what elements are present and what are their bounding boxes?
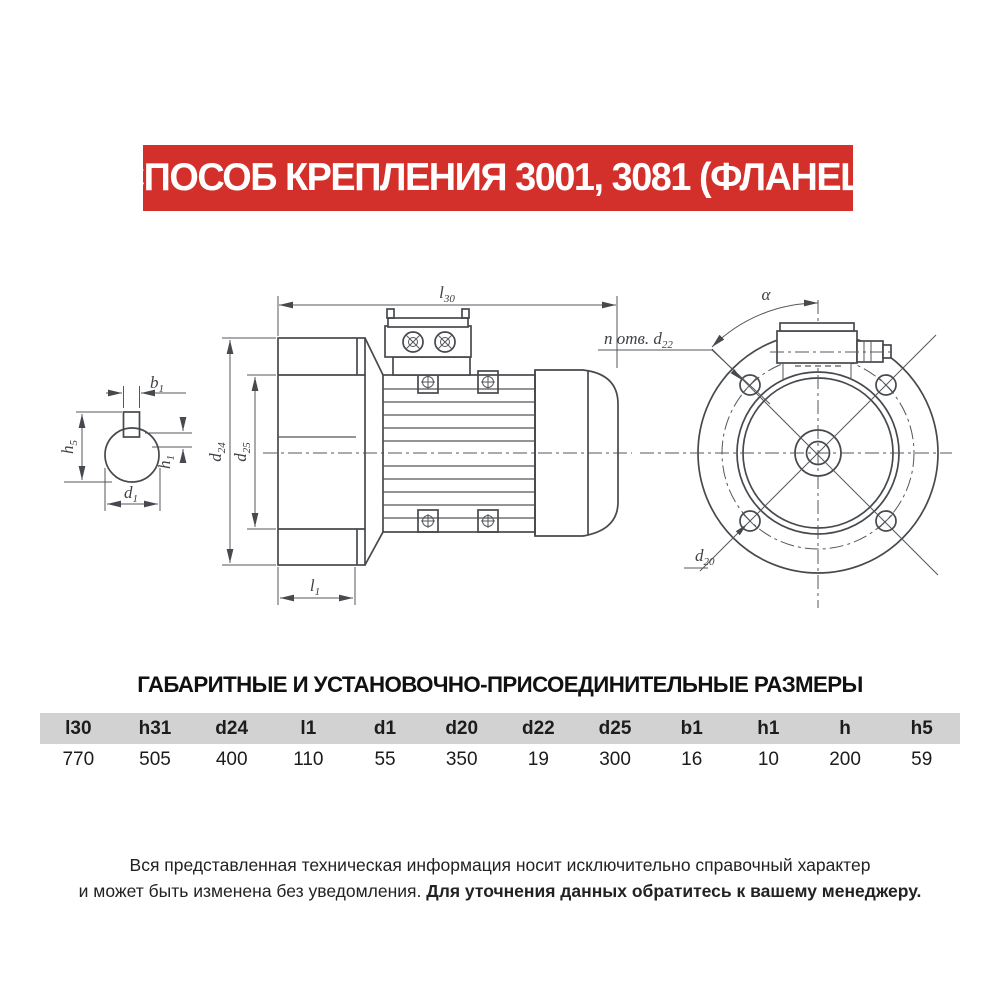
technical-drawing: [0, 260, 1000, 640]
table-value-cell: 59: [911, 748, 933, 770]
terminal-box-front: [770, 323, 894, 380]
table-value-cell: 770: [62, 748, 95, 770]
table-header-cell: d24: [215, 717, 249, 739]
shaft-section: [105, 428, 159, 482]
dim-label-d1: $d_1$: [124, 483, 138, 505]
disclaimer-line2: и может быть изменена без уведомления.: [78, 881, 427, 901]
table-header-cell: h: [839, 717, 851, 739]
disclaimer-line2-bold: Для уточнения данных обратитесь к вашему менеджеру.: [426, 881, 922, 901]
table-value-cell: 350: [445, 748, 478, 770]
disclaimer-line1: Вся представленная техническая информация носит исключительно справочный характер: [129, 855, 871, 875]
table-value-cell: 10: [757, 748, 779, 770]
page-title: СПОСОБ КРЕПЛЕНИЯ 3001, 3081 (ФЛАНЕЦ): [118, 156, 878, 199]
table-header-cell: h5: [910, 717, 933, 739]
table-value-cell: 400: [215, 748, 248, 770]
dimensions-heading: ГАБАРИТНЫЕ И УСТАНОВОЧНО-ПРИСОЕДИНИТЕЛЬНЫЕ РАЗМЕРЫ: [137, 672, 863, 697]
table-header-row: [40, 713, 960, 744]
table-value-row: [40, 744, 960, 775]
flange-disc: [278, 338, 365, 565]
dim-label-b1: $b_1$: [150, 373, 164, 395]
flange-face-view: [598, 285, 952, 608]
disclaimer: [0, 852, 1000, 904]
table-value-cell: 200: [829, 748, 861, 770]
shaft-section-view: [58, 373, 192, 511]
table-value-cell: 19: [527, 748, 549, 770]
dim-label-h5: $h_5$: [58, 440, 80, 454]
motor-side-view: [206, 283, 632, 605]
dim-label-d20: $d_{20}$: [695, 546, 715, 568]
table-header-cell: d20: [445, 717, 479, 739]
table-value-cell: 16: [681, 748, 703, 770]
dim-label-n-holes-d22: n отв. $d_{22}$: [604, 329, 673, 351]
dim-label-l1: $l_1$: [309, 576, 321, 598]
table-value-cell: 110: [293, 748, 324, 770]
table-header-cell: l30: [65, 717, 92, 739]
dim-label-alpha: α: [761, 285, 771, 304]
dim-label-d25: $d_{25}$: [231, 442, 253, 462]
table-header-cell: b1: [680, 717, 703, 739]
table-header-cell: d25: [598, 717, 632, 739]
table-header-cell: h1: [757, 717, 780, 739]
table-value-cell: 505: [139, 748, 171, 770]
dim-label-d24: $d_{24}$: [206, 442, 228, 462]
terminal-box: [385, 309, 471, 375]
table-value-cell: 300: [599, 748, 631, 770]
dimensions-table: [40, 713, 960, 775]
table-header-cell: d22: [521, 717, 555, 739]
dim-label-l30: $l_{30}$: [439, 283, 455, 305]
table-header-cell: h31: [138, 717, 172, 739]
table-header-cell: l1: [300, 717, 317, 739]
key-section: [124, 412, 140, 437]
table-header-cell: d1: [373, 717, 397, 739]
dim-label-h1: $h_1$: [155, 455, 177, 469]
title-banner: [118, 145, 878, 211]
table-value-cell: 55: [374, 748, 396, 770]
